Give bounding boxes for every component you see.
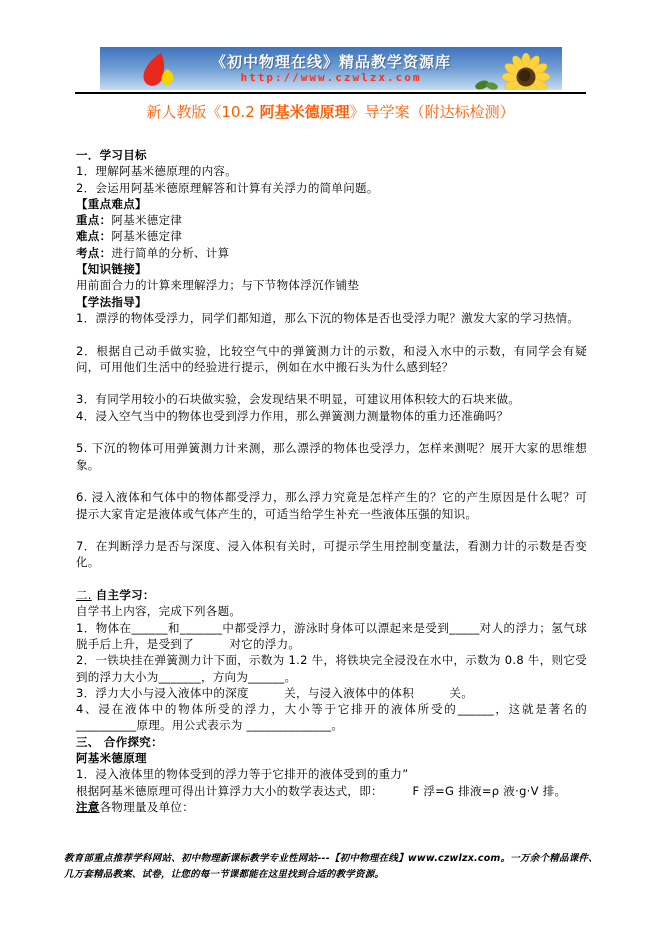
paragraph xyxy=(76,391,587,407)
text-run: 1．理解阿基米德原理的内容。 xyxy=(76,164,238,179)
text-run: 一．学习目标 xyxy=(76,148,147,162)
text-run: 3．浮力大小与浸入液体中的深度 关，与浸入液体中的体积 关。 xyxy=(76,685,474,700)
blank-line xyxy=(76,473,587,489)
text-run: 重点： xyxy=(76,213,112,228)
paragraph xyxy=(76,408,587,424)
text-run: 2．一铁块挂在弹簧测力计下面，示数为 1.2 牛，将铁块完全浸没在水中，示数为 0.8 牛，则它受到的浮力大小为_______，方向为______。 xyxy=(76,653,587,684)
text-run: 注意 xyxy=(76,799,100,814)
paragraph xyxy=(76,734,587,750)
paragraph xyxy=(76,538,587,571)
paragraph xyxy=(76,261,587,277)
paragraph xyxy=(76,652,587,685)
document-body xyxy=(76,147,587,815)
footer-note: 教育部重点推荐学科网站、初中物理新课标教学专业性网站---【初中物理在线】www.czwlzx.com。一万余个精品课件、几万套精品教案、试卷，让您的每一节课都能在这里找到合适的教学资源。 xyxy=(64,853,598,880)
text-run: 用前面合力的计算来理解浮力；与下节物体浮沉作铺垫 xyxy=(76,278,360,293)
header-banner xyxy=(100,47,562,90)
paragraph xyxy=(76,799,587,815)
paragraph xyxy=(76,277,587,293)
page-title-suffix: 》导学案（附达标检测） xyxy=(349,103,515,121)
paragraph xyxy=(76,180,587,196)
sunflower-icon xyxy=(492,53,556,90)
paragraph xyxy=(76,163,587,179)
blank-line xyxy=(76,571,587,587)
text-run: 5. 下沉的物体可用弹簧测力计来测，那么漂浮的物体也受浮力，怎样来测呢？展开大家的思维想象。 xyxy=(76,441,587,472)
header-rule xyxy=(75,92,586,94)
text-run: 【学法指导】 xyxy=(76,294,147,309)
text-run: 2．根据自己动手做实验，比较空气中的弹簧测力计的示数，和浸入水中的示数，有同学会有疑问，可用他们生活中的经验进行提示，例如在水中搬石头为什么感到轻？ xyxy=(76,343,587,374)
text-run: 难点： xyxy=(76,229,112,244)
paragraph xyxy=(76,766,587,782)
text-run: 6. 浸入液体和气体中的物体都受浮力，那么浮力究竟是怎样产生的？它的产生原因是什么呢？可提示大家肯定是液体或气体产生的，可适当给学生补充一些液体压强的知识。 xyxy=(76,490,587,521)
paragraph xyxy=(76,489,587,522)
banner-site-title: 《初中物理在线》精品教学资源库 xyxy=(210,53,451,71)
page-title-prefix: 新人教版《10.2 xyxy=(146,103,260,121)
text-run: 根据阿基米德原理可得出计算浮力大小的数学表达式，即： F 浮=G 排液=ρ 液·g·V 排。 xyxy=(76,783,567,798)
paragraph xyxy=(76,440,587,473)
banner-site-url: http://www.czwlzx.com xyxy=(240,71,422,84)
blank-line xyxy=(76,375,587,391)
blank-line xyxy=(76,522,587,538)
text-run: 【知识链接】 xyxy=(76,262,147,277)
blank-line xyxy=(76,326,587,342)
text-run: 自主学习： xyxy=(95,588,155,603)
paragraph xyxy=(76,603,587,619)
paragraph xyxy=(76,750,587,766)
paragraph xyxy=(76,685,587,701)
text-run: 【重点难点】 xyxy=(76,196,147,211)
text-run: 1．漂浮的物体受浮力，同学们都知道，那么下沉的物体是否也受浮力呢？激发大家的学习热情。 xyxy=(76,310,580,325)
paragraph xyxy=(76,343,587,376)
page-title xyxy=(60,101,601,122)
text-run: 1．浸入液体里的物体受到的浮力等于它排开的液体受到的重力” xyxy=(76,767,409,782)
text-run: 进行简单的分析、计算 xyxy=(111,245,230,260)
text-run: 二. xyxy=(76,588,92,603)
paragraph xyxy=(76,587,587,603)
paragraph xyxy=(76,310,587,326)
text-run: 阿基米德定律 xyxy=(111,213,183,228)
text-run: 4、浸在液体中的物体所受的浮力，大小等于它排开的液体所受的______，这就是著名的__________原理。用公式表示为 ______________。 xyxy=(76,702,587,733)
text-run: 4．浸入空气当中的物体也受到浮力作用，那么弹簧测力测量物体的重力还准确吗？ xyxy=(76,408,509,423)
text-run: 3．有同学用较小的石块做实验，会发现结果不明显，可建议用体积较大的石块来做。 xyxy=(76,392,521,407)
text-run: 2．会运用阿基米德原理解答和计算有关浮力的简单问题。 xyxy=(76,180,379,195)
text-run: 三、 合作探究： xyxy=(76,734,163,749)
paragraph xyxy=(76,196,587,212)
paragraph xyxy=(76,212,587,228)
text-run: 1．物体在______和_______中都受浮力，游泳时身体可以漂起来是受到_____对人的浮力；氢气球脱手后上升，是受到了 对它的浮力。 xyxy=(76,620,587,651)
paragraph xyxy=(76,620,587,653)
paragraph xyxy=(76,228,587,244)
paragraph xyxy=(76,294,587,310)
text-run: 各物理量及单位： xyxy=(99,799,195,814)
text-run: 阿基米德定律 xyxy=(111,229,183,244)
page-title-emphasis: 阿基米德原理 xyxy=(259,103,350,121)
text-run: 7．在判断浮力是否与深度、浸入体积有关时，可提示学生用控制变量法，看测力计的示数是否变化。 xyxy=(76,539,587,570)
blank-line xyxy=(76,424,587,440)
paragraph xyxy=(76,147,587,163)
site-logo-icon xyxy=(138,52,176,88)
paragraph xyxy=(76,783,587,799)
text-run: 自学书上内容，完成下列各题。 xyxy=(76,604,242,619)
text-run: 考点： xyxy=(76,245,112,260)
text-run: 阿基米德原理 xyxy=(76,750,147,765)
paragraph xyxy=(76,701,587,734)
paragraph xyxy=(76,245,587,261)
